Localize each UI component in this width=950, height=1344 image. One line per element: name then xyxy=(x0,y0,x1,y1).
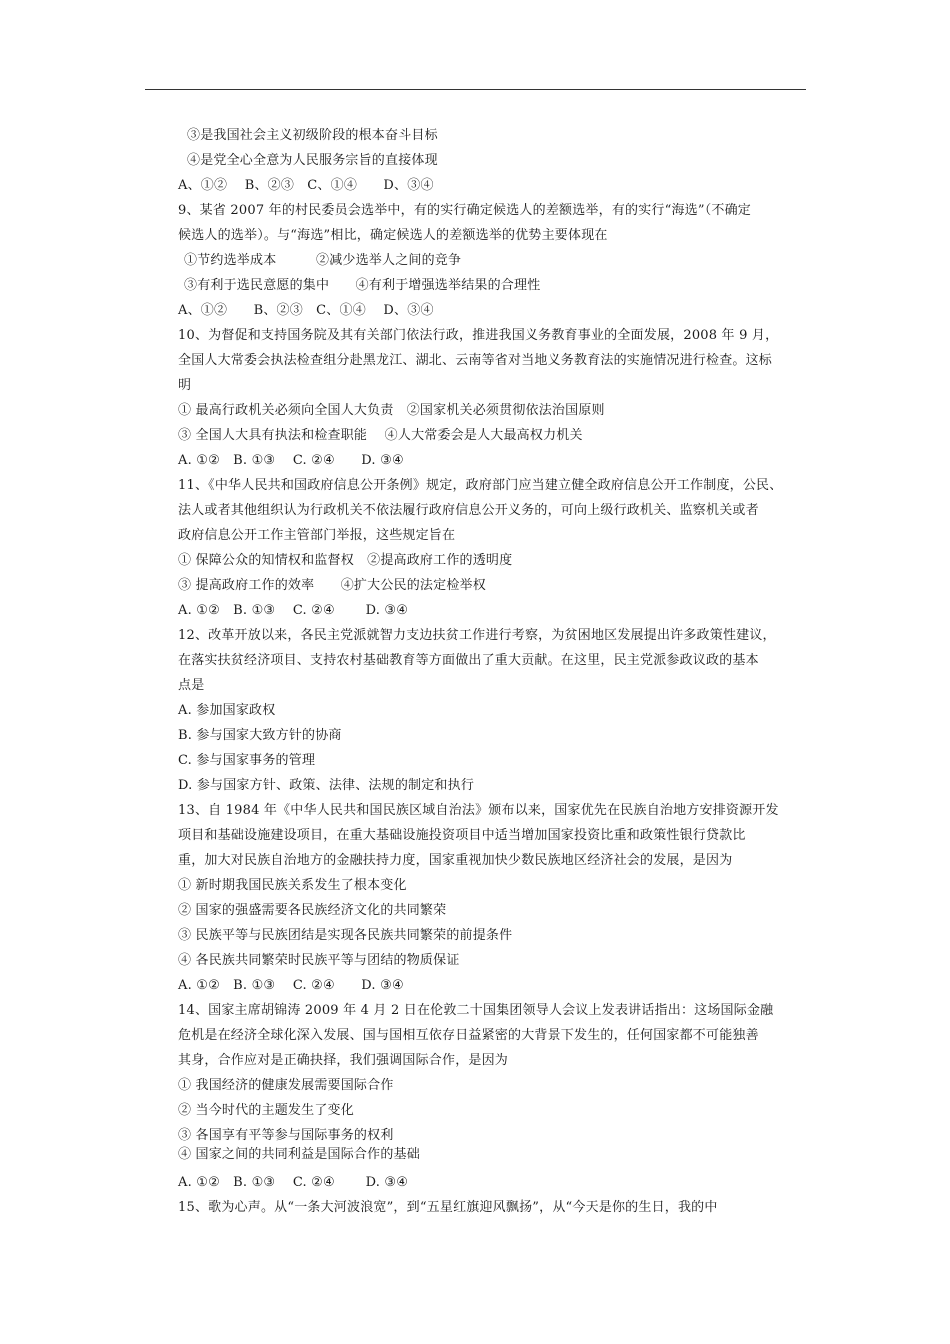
option-line: ③ 全国人大具有执法和检查职能 ④人大常委会是人大最高权力机关 xyxy=(178,428,583,443)
question-text: 14、国家主席胡锦涛 2009 年 4 月 2 日在伦敦二十国集团领导人会议上发表讲话指出：这场国际金融 xyxy=(178,1003,774,1018)
answer-choices: A、①② B、②③ C、①④ D、③④ xyxy=(178,303,434,318)
option-line: C. 参与国家事务的管理 xyxy=(178,753,316,768)
question-text: 项目和基础设施建设项目，在重大基础设施投资项目中适当增加国家投资比重和政策性银行贷款比 xyxy=(178,828,746,843)
question-text: 12、改革开放以来，各民主党派就智力支边扶贫工作进行考察，为贫困地区发展提出许多政策性建议， xyxy=(178,628,776,643)
answer-choices: A、①② B、②③ C、①④ D、③④ xyxy=(178,178,434,193)
answer-choices: A. ①② B. ①③ C. ②④ D. ③④ xyxy=(178,1175,409,1190)
question-text: 候选人的选举）。与“海选”相比，确定候选人的差额选举的优势主要体现在 xyxy=(178,228,608,243)
option-line: ② 国家的强盛需要各民族经济文化的共同繁荣 xyxy=(178,903,447,918)
question-text: 11、《中华人民共和国政府信息公开条例》规定，政府部门应当建立健全政府信息公开工作制度，公民、 xyxy=(178,478,783,493)
question-text: 重，加大对民族自治地方的金融扶持力度，国家重视加快少数民族地区经济社会的发展，是因为 xyxy=(178,853,733,868)
answer-choices: A. ①② B. ①③ C. ②④ D. ③④ xyxy=(178,978,404,993)
option-line: D. 参与国家方针、政策、法律、法规的制定和执行 xyxy=(178,778,475,793)
option-line: ④ 各民族共同繁荣时民族平等与团结的物质保证 xyxy=(178,953,460,968)
option-line: ④是党全心全意为人民服务宗旨的直接体现 xyxy=(187,153,438,168)
question-text: 其身，合作应对是正确抉择，我们强调国际合作，是因为 xyxy=(178,1053,509,1068)
option-line: ③是我国社会主义初级阶段的根本奋斗目标 xyxy=(187,128,438,143)
option-line: ① 我国经济的健康发展需要国际合作 xyxy=(178,1078,394,1093)
question-text: 政府信息公开工作主管部门举报，这些规定旨在 xyxy=(178,528,456,543)
question-text: 13、自 1984 年《中华人民共和国民族区域自治法》颁布以来，国家优先在民族自治地方安排资源开发 xyxy=(178,803,779,818)
option-line: ③ 民族平等与民族团结是实现各民族共同繁荣的前提条件 xyxy=(178,928,513,943)
option-line: B. 参与国家大致方针的协商 xyxy=(178,728,342,743)
question-text: 危机是在经济全球化深入发展、国与国相互依存日益紧密的大背景下发生的，任何国家都不可能独善 xyxy=(178,1028,759,1043)
option-line: ③ 各国享有平等参与国际事务的权利 xyxy=(178,1128,394,1143)
question-text: 在落实扶贫经济项目、支持农村基础教育等方面做出了重大贡献。在这里，民主党派参政议政的基本 xyxy=(178,653,759,668)
question-text: 点是 xyxy=(178,678,205,693)
option-line: ① 保障公众的知情权和监督权 ②提高政府工作的透明度 xyxy=(178,553,513,568)
question-text: 明 xyxy=(178,378,192,393)
option-line: ① 最高行政机关必须向全国人大负责 ②国家机关必须贯彻依法治国原则 xyxy=(178,403,605,418)
option-line: A. 参加国家政权 xyxy=(178,703,276,718)
option-line: ② 当今时代的主题发生了变化 xyxy=(178,1103,354,1118)
question-text: 法人或者其他组织认为行政机关不依法履行政府信息公开义务的，可向上级行政机关、监察机关或者 xyxy=(178,503,759,518)
question-text: 15、歌为心声。从“一条大河波浪宽”，到“五星红旗迎风飘扬”，从“今天是你的生日，我的中 xyxy=(178,1200,718,1215)
answer-choices: A. ①② B. ①③ C. ②④ D. ③④ xyxy=(178,453,404,468)
option-line: ④ 国家之间的共同利益是国际合作的基础 xyxy=(178,1147,420,1162)
option-line: ③ 提高政府工作的效率 ④扩大公民的法定检举权 xyxy=(178,578,486,593)
option-line: ③有利于选民意愿的集中 ④有利于增强选举结果的合理性 xyxy=(184,278,541,293)
question-text: 9、某省 2007 年的村民委员会选举中，有的实行确定候选人的差额选举，有的实行“海选”（不确定 xyxy=(178,203,752,218)
option-line: ①节约选举成本 ②减少选举人之间的竞争 xyxy=(184,253,462,268)
question-text: 10、为督促和支持国务院及其有关部门依法行政，推进我国义务教育事业的全面发展，2008 年 9 月， xyxy=(178,328,779,343)
question-text: 全国人大常委会执法检查组分赴黑龙江、湖北、云南等省对当地义务教育法的实施情况进行检查。这标 xyxy=(178,353,773,368)
answer-choices: A. ①② B. ①③ C. ②④ D. ③④ xyxy=(178,603,409,618)
option-line: ① 新时期我国民族关系发生了根本变化 xyxy=(178,878,407,893)
